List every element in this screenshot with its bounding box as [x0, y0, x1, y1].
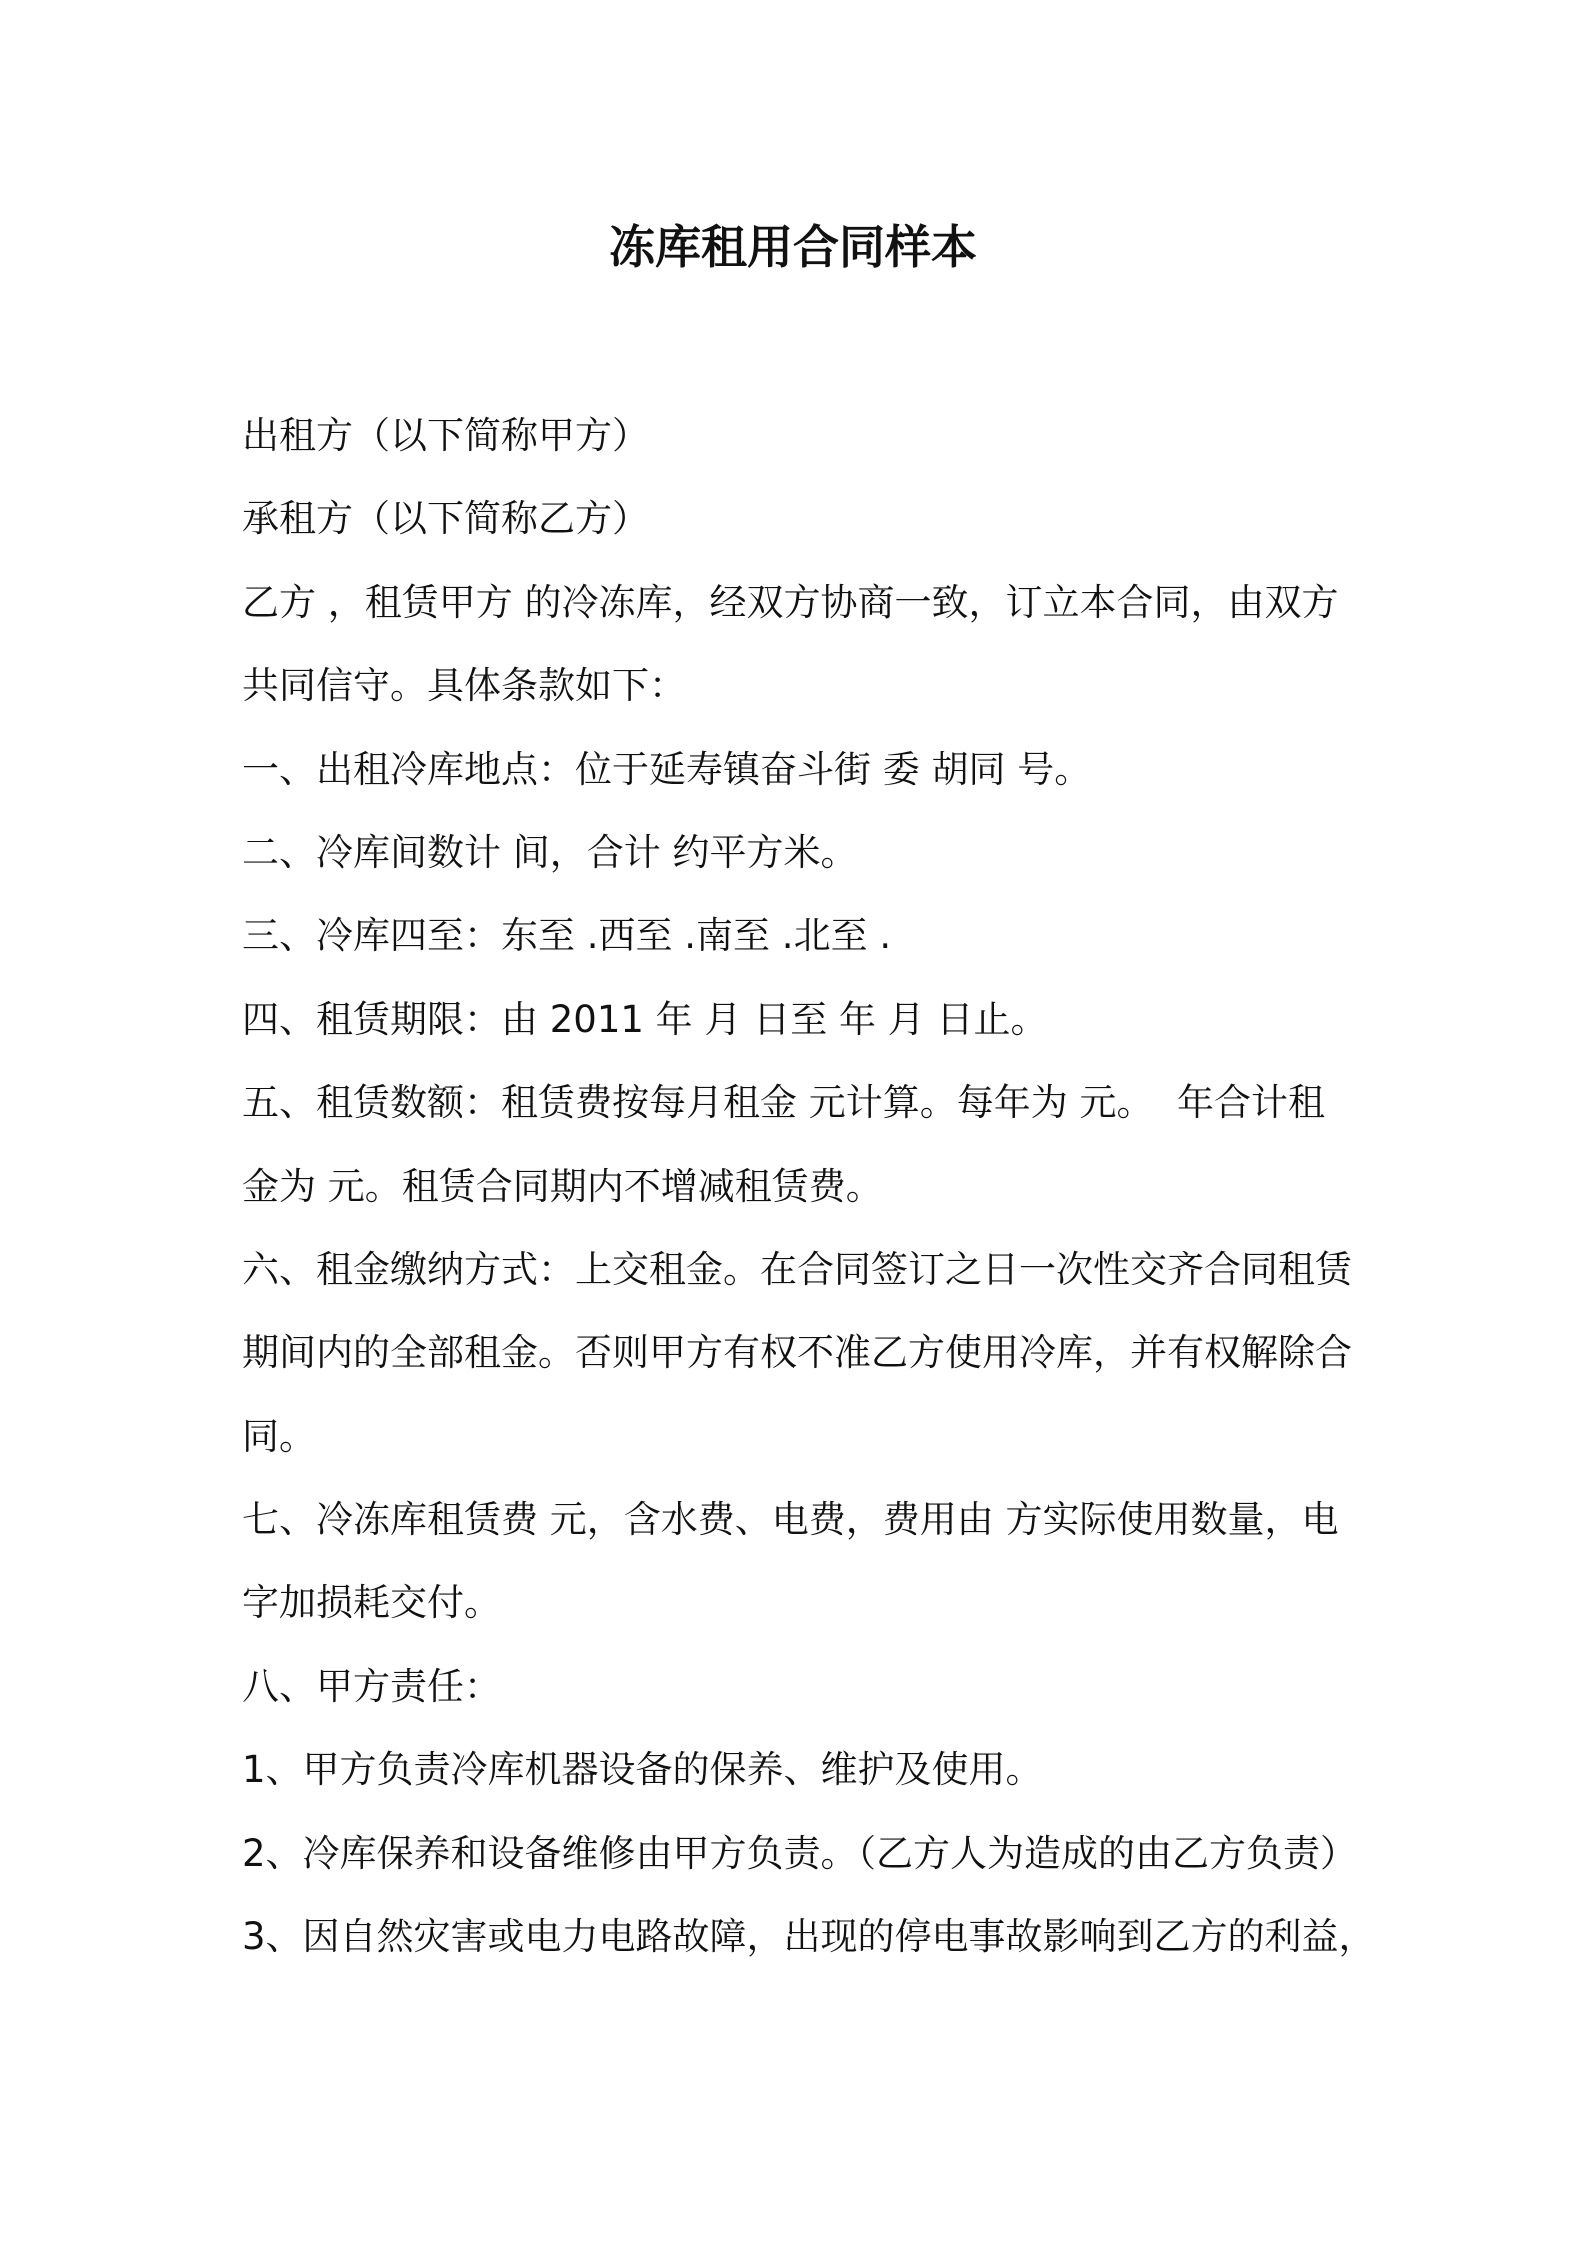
text-line: 同。 [242, 1414, 316, 1458]
text-line: 承租方（以下简称乙方） [242, 497, 649, 541]
clause-paragraph [242, 1478, 1442, 1645]
text-line: 字加损耗交付。 [242, 1581, 501, 1625]
text-line: 四、租赁期限：由 2011 年 月 日至 年 月 日止。 [242, 997, 1048, 1041]
clause-paragraph [242, 811, 1442, 894]
clause-paragraph [242, 728, 1442, 811]
text-line: 一、出租冷库地点：位于延寿镇奋斗街 委 胡同 号。 [242, 747, 1092, 791]
clause-paragraph [242, 1228, 1442, 1478]
lessee-paragraph [242, 477, 1442, 560]
text-line: 八、甲方责任： [242, 1664, 501, 1708]
text-line: 五、租赁数额：租赁费按每月租金 元计算。每年为 元。 年合计租 [242, 1081, 1326, 1125]
text-line: 出租方（以下简称甲方） [242, 414, 649, 457]
list-item [242, 1895, 1442, 1978]
preamble-paragraph [242, 561, 1442, 728]
text-line: 七、冷冻库租赁费 元，含水费、电费，费用由 方实际使用数量，电 [242, 1498, 1339, 1542]
clause-heading [242, 1645, 1442, 1728]
lessor-paragraph [242, 394, 1442, 477]
clause-paragraph [242, 894, 1442, 977]
text-line: 金为 元。租赁合同期内不增减租赁费。 [242, 1164, 883, 1208]
text-line: 乙方 ，租赁甲方 的冷冻库，经双方协商一致，订立本合同，由双方 [242, 580, 1339, 624]
clause-paragraph [242, 978, 1442, 1061]
text-line: 共同信守。具体条款如下： [242, 664, 686, 708]
text-line: 2、冷库保养和设备维修由甲方负责。（乙方人为造成的由乙方负责） [242, 1831, 1358, 1875]
list-item [242, 1728, 1442, 1811]
clause-paragraph [242, 1061, 1442, 1228]
text-line: 期间内的全部租金。否则甲方有权不准乙方使用冷库，并有权解除合 [242, 1331, 1352, 1375]
text-line: 3、因自然灾害或电力电路故障，出现的停电事故影响到乙方的利益， [242, 1915, 1376, 1959]
text-line: 1、甲方负责冷库机器设备的保养、维护及使用。 [242, 1748, 1043, 1792]
text-line: 二、冷库间数计 间，合计 约平方米。 [242, 830, 858, 874]
list-item [242, 1812, 1442, 1895]
text-line: 三、冷库四至：东至 .西至 .南至 .北至 . [242, 914, 892, 958]
document-title: 冻库租用合同样本 [609, 220, 977, 274]
text-line: 六、租金缴纳方式：上交租金。在合同签订之日一次性交齐合同租赁 [242, 1247, 1352, 1291]
contract-body [242, 394, 1442, 1978]
